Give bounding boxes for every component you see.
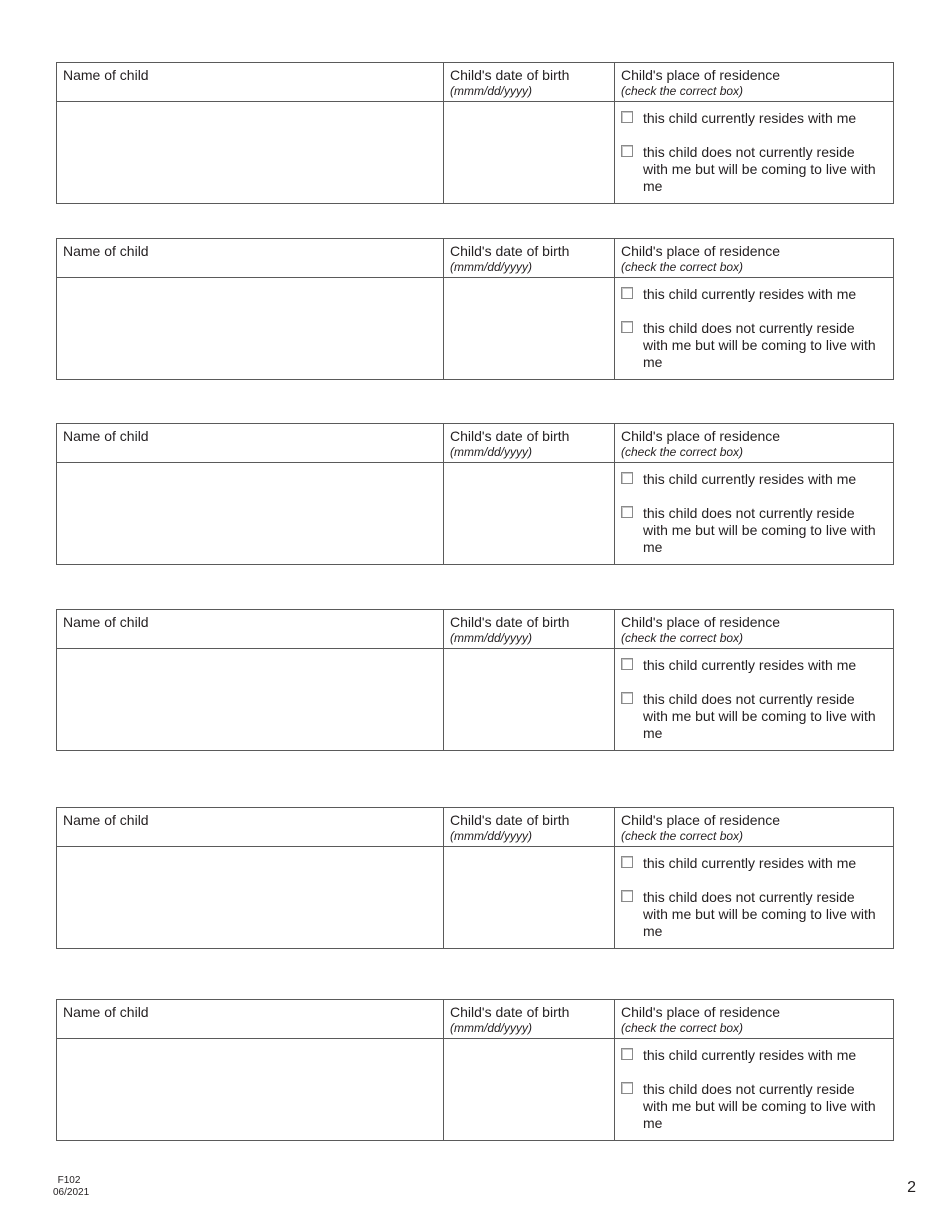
option-label: this child does not currently reside with me but will be coming to live with me [643, 320, 876, 370]
date-of-birth-header [450, 1004, 569, 1036]
header-label: Child's place of residence [621, 428, 781, 444]
child-date-of-birth-field[interactable] [444, 103, 614, 203]
column-divider [614, 808, 615, 948]
option-label: this child does not currently reside with me but will be coming to live with me [643, 889, 876, 939]
resides-with-me-checkbox[interactable] [621, 658, 633, 670]
residence-hint: (check the correct box) [621, 829, 744, 843]
name-of-child-header [63, 428, 149, 444]
header-label: Name of child [63, 67, 149, 83]
coming-to-live-checkbox[interactable] [621, 692, 633, 704]
date-of-birth-header [450, 812, 569, 844]
place-of-residence-header [621, 67, 780, 99]
child-date-of-birth-field[interactable] [444, 279, 614, 379]
resides-with-me-option[interactable] [621, 110, 856, 127]
child-entry-table [56, 999, 894, 1141]
name-of-child-header [63, 67, 149, 83]
child-entry-table [56, 423, 894, 565]
resides-with-me-checkbox[interactable] [621, 472, 633, 484]
option-label: this child currently resides with me [643, 1047, 857, 1063]
option-label: this child currently resides with me [643, 855, 857, 871]
option-label: this child does not currently reside with me but will be coming to live with me [643, 505, 876, 555]
name-of-child-header [63, 1004, 149, 1020]
option-label: this child does not currently reside with me but will be coming to live with me [643, 691, 876, 741]
coming-to-live-checkbox[interactable] [621, 1082, 633, 1094]
option-label: this child does not currently reside with me but will be coming to live with me [643, 144, 876, 194]
child-name-field[interactable] [57, 464, 443, 564]
header-label: Child's date of birth [450, 243, 570, 259]
child-date-of-birth-field[interactable] [444, 1040, 614, 1140]
child-entry-table [56, 62, 894, 204]
child-date-of-birth-field[interactable] [444, 464, 614, 564]
header-label: Name of child [63, 428, 149, 444]
header-label: Name of child [63, 243, 149, 259]
residence-hint: (check the correct box) [621, 445, 744, 459]
name-of-child-header [63, 812, 149, 828]
coming-to-live-option[interactable] [621, 691, 883, 742]
option-label: this child currently resides with me [643, 110, 857, 126]
residence-hint: (check the correct box) [621, 631, 744, 645]
option-label: this child does not currently reside with me but will be coming to live with me [643, 1081, 876, 1131]
page-number: 2 [907, 1179, 916, 1196]
resides-with-me-checkbox[interactable] [621, 1048, 633, 1060]
place-of-residence-header [621, 428, 780, 460]
place-of-residence-header [621, 614, 780, 646]
form-identifier [53, 1175, 90, 1199]
residence-hint: (check the correct box) [621, 84, 744, 98]
resides-with-me-option[interactable] [621, 657, 856, 674]
coming-to-live-option[interactable] [621, 320, 883, 371]
header-label: Child's date of birth [450, 67, 570, 83]
coming-to-live-checkbox[interactable] [621, 145, 633, 157]
coming-to-live-checkbox[interactable] [621, 890, 633, 902]
resides-with-me-checkbox[interactable] [621, 856, 633, 868]
date-format-hint: (mmm/dd/yyyy) [450, 1021, 532, 1035]
coming-to-live-checkbox[interactable] [621, 506, 633, 518]
date-format-hint: (mmm/dd/yyyy) [450, 84, 532, 98]
form-code: F102 [57, 1175, 81, 1186]
header-label: Child's date of birth [450, 428, 570, 444]
name-of-child-header [63, 243, 149, 259]
resides-with-me-checkbox[interactable] [621, 111, 633, 123]
resides-with-me-option[interactable] [621, 471, 856, 488]
coming-to-live-option[interactable] [621, 144, 883, 195]
date-of-birth-header [450, 243, 569, 275]
form-revision-date: 06/2021 [53, 1187, 90, 1198]
date-format-hint: (mmm/dd/yyyy) [450, 829, 532, 843]
resides-with-me-option[interactable] [621, 286, 856, 303]
date-format-hint: (mmm/dd/yyyy) [450, 445, 532, 459]
name-of-child-header [63, 614, 149, 630]
header-label: Child's date of birth [450, 1004, 570, 1020]
column-divider [614, 424, 615, 564]
coming-to-live-option[interactable] [621, 505, 883, 556]
child-name-field[interactable] [57, 279, 443, 379]
header-label: Name of child [63, 614, 149, 630]
child-name-field[interactable] [57, 650, 443, 750]
column-divider [614, 610, 615, 750]
header-label: Name of child [63, 1004, 149, 1020]
option-label: this child currently resides with me [643, 471, 857, 487]
option-label: this child currently resides with me [643, 286, 857, 302]
coming-to-live-option[interactable] [621, 1081, 883, 1132]
resides-with-me-checkbox[interactable] [621, 287, 633, 299]
child-date-of-birth-field[interactable] [444, 848, 614, 948]
date-format-hint: (mmm/dd/yyyy) [450, 631, 532, 645]
child-name-field[interactable] [57, 1040, 443, 1140]
place-of-residence-header [621, 1004, 780, 1036]
place-of-residence-header [621, 243, 780, 275]
column-divider [614, 63, 615, 203]
resides-with-me-option[interactable] [621, 855, 856, 872]
date-format-hint: (mmm/dd/yyyy) [450, 260, 532, 274]
residence-hint: (check the correct box) [621, 260, 744, 274]
header-label: Child's date of birth [450, 812, 570, 828]
header-label: Child's place of residence [621, 812, 781, 828]
header-label: Child's place of residence [621, 614, 781, 630]
date-of-birth-header [450, 614, 569, 646]
child-entry-table [56, 238, 894, 380]
coming-to-live-option[interactable] [621, 889, 883, 940]
column-divider [614, 239, 615, 379]
column-divider [614, 1000, 615, 1140]
child-date-of-birth-field[interactable] [444, 650, 614, 750]
child-entry-table [56, 807, 894, 949]
child-name-field[interactable] [57, 103, 443, 203]
child-name-field[interactable] [57, 848, 443, 948]
header-label: Name of child [63, 812, 149, 828]
date-of-birth-header [450, 67, 569, 99]
child-entry-table [56, 609, 894, 751]
header-label: Child's place of residence [621, 243, 781, 259]
header-label: Child's date of birth [450, 614, 570, 630]
resides-with-me-option[interactable] [621, 1047, 856, 1064]
place-of-residence-header [621, 812, 780, 844]
option-label: this child currently resides with me [643, 657, 857, 673]
date-of-birth-header [450, 428, 569, 460]
residence-hint: (check the correct box) [621, 1021, 744, 1035]
header-label: Child's place of residence [621, 1004, 781, 1020]
coming-to-live-checkbox[interactable] [621, 321, 633, 333]
header-label: Child's place of residence [621, 67, 781, 83]
